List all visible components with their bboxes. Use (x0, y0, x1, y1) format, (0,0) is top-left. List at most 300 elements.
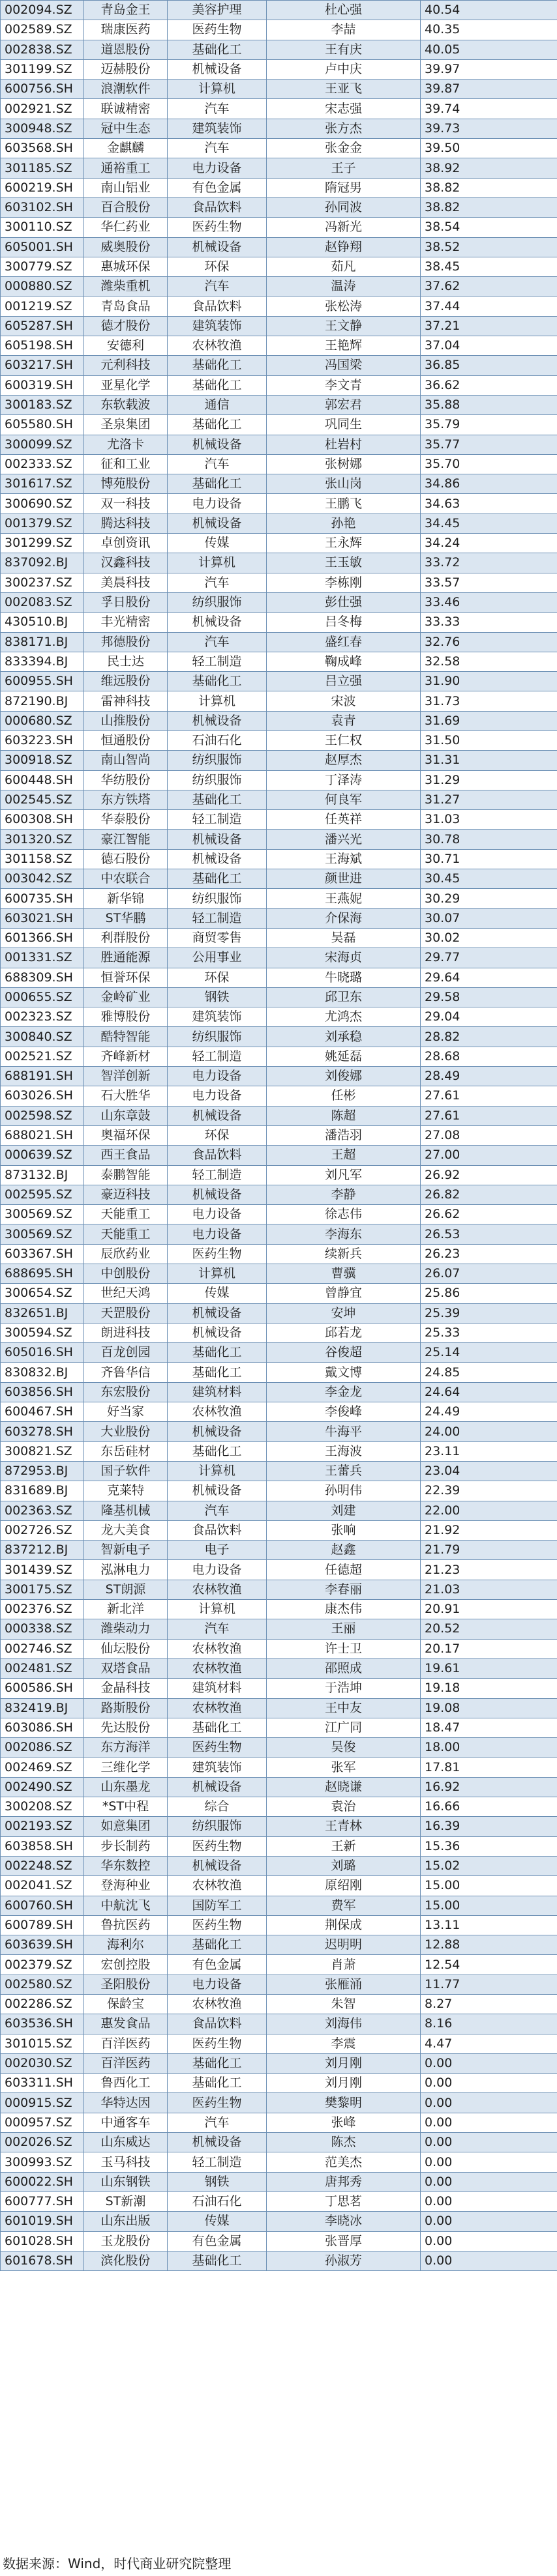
stock-code-cell: 601366.SH (1, 928, 84, 948)
company-name-cell: 智新电子 (84, 1541, 168, 1560)
manager-cell: 宋海贞 (267, 948, 421, 968)
industry-cell: 纺织服饰 (168, 1817, 267, 1836)
manager-cell: 李俊峰 (267, 1402, 421, 1422)
stock-code-cell: 300569.SZ (1, 1224, 84, 1244)
stock-code-cell: 000655.SZ (1, 987, 84, 1007)
table-row (1, 1935, 557, 1955)
table-row (1, 1658, 557, 1678)
stock-code-cell: 601019.SH (1, 2212, 84, 2231)
manager-cell: 张晋厚 (267, 2231, 421, 2251)
stock-code-cell: 605580.SH (1, 415, 84, 435)
table-row (1, 1125, 557, 1145)
industry-cell: 基础化工 (168, 415, 267, 435)
table-row (1, 1481, 557, 1501)
value-cell: 35.88 (421, 395, 557, 414)
company-name-cell: 百合股份 (84, 197, 168, 217)
industry-cell: 有色金属 (168, 1955, 267, 1975)
stock-code-cell: 001379.SZ (1, 514, 84, 533)
company-name-cell: 路斯股份 (84, 1698, 168, 1718)
stock-code-cell: 000338.SZ (1, 1619, 84, 1639)
stock-code-cell: 688695.SH (1, 1264, 84, 1284)
company-name-cell: 仙坛股份 (84, 1639, 168, 1658)
company-name-cell: 隆基机械 (84, 1501, 168, 1520)
table-row (1, 1146, 557, 1165)
company-name-cell: 金晶科技 (84, 1679, 168, 1698)
company-name-cell: 孚日股份 (84, 592, 168, 612)
industry-cell: 机械设备 (168, 1856, 267, 1875)
value-cell: 17.81 (421, 1758, 557, 1777)
industry-cell: 计算机 (168, 1600, 267, 1619)
company-name-cell: 泰鹏智能 (84, 1165, 168, 1185)
stock-code-cell: 002746.SZ (1, 1639, 84, 1658)
industry-cell: 基础化工 (168, 672, 267, 691)
table-row (1, 1856, 557, 1875)
value-cell: 16.92 (421, 1777, 557, 1797)
company-name-cell: 道恩股份 (84, 40, 168, 59)
value-cell: 38.54 (421, 218, 557, 237)
company-name-cell: 西王食品 (84, 1146, 168, 1165)
manager-cell: 徐志伟 (267, 1205, 421, 1224)
company-name-cell: 奥福环保 (84, 1125, 168, 1145)
industry-cell: 国防军工 (168, 1896, 267, 1915)
value-cell: 40.35 (421, 20, 557, 40)
value-cell: 0.00 (421, 2212, 557, 2231)
value-cell: 38.82 (421, 178, 557, 197)
table-row (1, 632, 557, 652)
table-row (1, 2074, 557, 2093)
manager-cell: 吕立强 (267, 672, 421, 691)
manager-cell: 费军 (267, 1896, 421, 1915)
industry-cell: 基础化工 (168, 1363, 267, 1382)
industry-cell: 电力设备 (168, 1086, 267, 1106)
table-row (1, 908, 557, 928)
table-row (1, 1541, 557, 1560)
stock-code-cell: 833394.BJ (1, 652, 84, 671)
table-row (1, 1955, 557, 1975)
stock-code-cell: 002286.SZ (1, 1994, 84, 2014)
table-row (1, 948, 557, 968)
industry-cell: 轻工制造 (168, 1165, 267, 1185)
stock-code-cell: 002921.SZ (1, 99, 84, 119)
value-cell: 39.73 (421, 119, 557, 138)
stock-code-cell: 605001.SH (1, 237, 84, 257)
value-cell: 28.82 (421, 1027, 557, 1047)
value-cell: 39.97 (421, 59, 557, 79)
table-row (1, 613, 557, 632)
stock-code-cell: 301299.SZ (1, 534, 84, 553)
manager-cell: 赵晓谦 (267, 1777, 421, 1797)
company-name-cell: 天能重工 (84, 1224, 168, 1244)
table-row (1, 237, 557, 257)
value-cell: 38.92 (421, 158, 557, 178)
manager-cell: 牛海平 (267, 1422, 421, 1441)
industry-cell: 石油石化 (168, 2192, 267, 2211)
stock-code-cell: 605016.SH (1, 1343, 84, 1363)
source-text: 数据来源：Wind，时代商业研究院整理 (3, 2556, 232, 2571)
stock-code-cell: 300993.SZ (1, 2152, 84, 2172)
company-name-cell: 南山铝业 (84, 178, 168, 197)
manager-cell: 荆保成 (267, 1915, 421, 1935)
industry-cell: 环保 (168, 1125, 267, 1145)
stock-code-cell: 300779.SZ (1, 257, 84, 276)
industry-cell: 机械设备 (168, 59, 267, 79)
stock-code-cell: 301617.SZ (1, 474, 84, 494)
stock-code-cell: 605287.SH (1, 316, 84, 336)
stock-code-cell: 601028.SH (1, 2231, 84, 2251)
industry-cell: 电力设备 (168, 1205, 267, 1224)
table-row (1, 1975, 557, 1994)
company-name-cell: 丰光精密 (84, 613, 168, 632)
table-row (1, 1698, 557, 1718)
manager-cell: 尤鸿杰 (267, 1007, 421, 1027)
manager-cell: 赵厚杰 (267, 751, 421, 770)
company-name-cell: 青岛金王 (84, 1, 168, 20)
table-row (1, 2172, 557, 2192)
industry-cell: 机械设备 (168, 435, 267, 454)
table-row (1, 1560, 557, 1580)
industry-cell: 农林牧渔 (168, 1876, 267, 1896)
stock-code-cell: 002469.SZ (1, 1758, 84, 1777)
company-name-cell: 石大胜华 (84, 1086, 168, 1106)
industry-cell: 电力设备 (168, 1067, 267, 1086)
stock-code-cell: 600448.SH (1, 770, 84, 790)
industry-cell: 建筑材料 (168, 1679, 267, 1698)
table-row (1, 356, 557, 375)
stock-code-cell: 603217.SH (1, 356, 84, 375)
table-row (1, 652, 557, 671)
manager-cell: 孙明伟 (267, 1481, 421, 1501)
table-row (1, 1244, 557, 1264)
industry-cell: 基础化工 (168, 1718, 267, 1737)
value-cell: 39.87 (421, 80, 557, 99)
stock-code-cell: 600319.SH (1, 375, 84, 395)
table-row (1, 770, 557, 790)
manager-cell: 刘璐 (267, 1856, 421, 1875)
manager-cell: 吕冬梅 (267, 613, 421, 632)
industry-cell: 机械设备 (168, 830, 267, 849)
table-row (1, 2251, 557, 2270)
company-name-cell: 如意集团 (84, 1817, 168, 1836)
manager-cell: 肖萧 (267, 1955, 421, 1975)
company-name-cell: 齐峰新材 (84, 1047, 168, 1066)
industry-cell: 计算机 (168, 691, 267, 711)
industry-cell: 建筑装饰 (168, 119, 267, 138)
stock-code-cell: 832651.BJ (1, 1303, 84, 1323)
value-cell: 25.33 (421, 1323, 557, 1342)
industry-cell: 纺织服饰 (168, 592, 267, 612)
manager-cell: 王鹏飞 (267, 494, 421, 514)
table-row (1, 1600, 557, 1619)
industry-cell: 机械设备 (168, 613, 267, 632)
stock-code-cell: 003042.SZ (1, 869, 84, 889)
value-cell: 0.00 (421, 2093, 557, 2113)
stock-code-cell: 002030.SZ (1, 2053, 84, 2073)
table-row (1, 1323, 557, 1342)
stock-code-cell: 002379.SZ (1, 1955, 84, 1975)
value-cell: 30.71 (421, 849, 557, 869)
manager-cell: 樊黎明 (267, 2093, 421, 2113)
industry-cell: 计算机 (168, 1461, 267, 1481)
value-cell: 26.82 (421, 1185, 557, 1204)
industry-cell: 机械设备 (168, 1481, 267, 1501)
manager-cell: 颜世进 (267, 869, 421, 889)
industry-cell: 传媒 (168, 1284, 267, 1303)
table-row (1, 1896, 557, 1915)
manager-cell: 宋志强 (267, 99, 421, 119)
manager-cell: 王有庆 (267, 40, 421, 59)
value-cell: 21.92 (421, 1520, 557, 1540)
stock-code-cell: 603858.SH (1, 1836, 84, 1856)
manager-cell: 隋冠男 (267, 178, 421, 197)
manager-cell: 卢中庆 (267, 59, 421, 79)
manager-cell: 王子 (267, 158, 421, 178)
table-row (1, 751, 557, 770)
value-cell: 15.02 (421, 1856, 557, 1875)
industry-cell: 汽车 (168, 454, 267, 474)
value-cell: 31.29 (421, 770, 557, 790)
table-row (1, 1363, 557, 1382)
table-row (1, 336, 557, 356)
value-cell: 24.85 (421, 1363, 557, 1382)
manager-cell: 袁青 (267, 711, 421, 731)
manager-cell: 张军 (267, 1758, 421, 1777)
industry-cell: 基础化工 (168, 2251, 267, 2270)
industry-cell: 轻工制造 (168, 908, 267, 928)
value-cell: 0.00 (421, 2074, 557, 2093)
value-cell: 26.53 (421, 1224, 557, 1244)
industry-cell: 传媒 (168, 534, 267, 553)
manager-cell: 王新 (267, 1836, 421, 1856)
stock-code-cell: 872190.BJ (1, 691, 84, 711)
stock-code-cell: 002041.SZ (1, 1876, 84, 1896)
manager-cell: 王仁权 (267, 731, 421, 750)
company-name-cell: 泓淋电力 (84, 1560, 168, 1580)
company-name-cell: 国子软件 (84, 1461, 168, 1481)
manager-cell: 孙同波 (267, 197, 421, 217)
manager-cell: 续新兵 (267, 1244, 421, 1264)
company-name-cell: 智洋创新 (84, 1067, 168, 1086)
manager-cell: 吴磊 (267, 928, 421, 948)
industry-cell: 轻工制造 (168, 652, 267, 671)
value-cell: 37.62 (421, 277, 557, 297)
stock-code-cell: 603021.SH (1, 908, 84, 928)
table-row (1, 1718, 557, 1737)
industry-cell: 钢铁 (168, 987, 267, 1007)
value-cell: 29.04 (421, 1007, 557, 1027)
company-name-cell: 腾达科技 (84, 514, 168, 533)
company-name-cell: 玉龙股份 (84, 2231, 168, 2251)
manager-cell: 何良军 (267, 790, 421, 809)
industry-cell: 食品饮料 (168, 2014, 267, 2034)
company-name-cell: 通裕重工 (84, 158, 168, 178)
table-row (1, 1679, 557, 1698)
company-name-cell: 南山智尚 (84, 751, 168, 770)
company-name-cell: 百洋医药 (84, 2053, 168, 2073)
stock-code-cell: 603026.SH (1, 1086, 84, 1106)
stock-code-cell: 002248.SZ (1, 1856, 84, 1875)
value-cell: 37.21 (421, 316, 557, 336)
industry-cell: 汽车 (168, 139, 267, 158)
industry-cell: 基础化工 (168, 2053, 267, 2073)
value-cell: 19.61 (421, 1658, 557, 1678)
company-name-cell: 步长制药 (84, 1836, 168, 1856)
manager-cell: 杜心强 (267, 1, 421, 20)
table-row (1, 1303, 557, 1323)
manager-cell: 曾静宜 (267, 1284, 421, 1303)
stock-code-cell: 002376.SZ (1, 1600, 84, 1619)
value-cell: 39.74 (421, 99, 557, 119)
table-row (1, 494, 557, 514)
industry-cell: 汽车 (168, 573, 267, 592)
industry-cell: 基础化工 (168, 375, 267, 395)
stock-code-cell: 002838.SZ (1, 40, 84, 59)
manager-cell: 刘海伟 (267, 2014, 421, 2034)
industry-cell: 环保 (168, 968, 267, 987)
industry-cell: 机械设备 (168, 1185, 267, 1204)
industry-cell: 建筑材料 (168, 1382, 267, 1402)
industry-cell: 环保 (168, 257, 267, 276)
value-cell: 33.57 (421, 573, 557, 592)
manager-cell: 丁泽涛 (267, 770, 421, 790)
stock-code-cell: 300918.SZ (1, 751, 84, 770)
manager-cell: 王艳辉 (267, 336, 421, 356)
company-name-cell: 潍柴动力 (84, 1619, 168, 1639)
company-name-cell: 世纪天鸿 (84, 1284, 168, 1303)
table-row (1, 59, 557, 79)
value-cell: 8.27 (421, 1994, 557, 2014)
company-name-cell: 恒誉环保 (84, 968, 168, 987)
manager-cell: 王中友 (267, 1698, 421, 1718)
manager-cell: 曹骥 (267, 1264, 421, 1284)
industry-cell: 计算机 (168, 553, 267, 573)
manager-cell: 邱卫东 (267, 987, 421, 1007)
table-row (1, 1994, 557, 2014)
company-name-cell: 维远股份 (84, 672, 168, 691)
stock-code-cell: 873132.BJ (1, 1165, 84, 1185)
value-cell: 22.00 (421, 1501, 557, 1520)
company-name-cell: 山东墨龙 (84, 1777, 168, 1797)
company-name-cell: 山东威达 (84, 2133, 168, 2152)
manager-cell: 谷俊超 (267, 1343, 421, 1363)
industry-cell: 钢铁 (168, 2172, 267, 2192)
table-row (1, 1284, 557, 1303)
value-cell: 13.11 (421, 1915, 557, 1935)
value-cell: 20.52 (421, 1619, 557, 1639)
industry-cell: 汽车 (168, 99, 267, 119)
manager-cell: 任德超 (267, 1560, 421, 1580)
manager-cell: 温涛 (267, 277, 421, 297)
company-name-cell: 德石股份 (84, 849, 168, 869)
manager-cell: 张方杰 (267, 119, 421, 138)
table-row (1, 928, 557, 948)
stock-code-cell: 002589.SZ (1, 20, 84, 40)
industry-cell: 基础化工 (168, 2074, 267, 2093)
company-name-cell: 博苑股份 (84, 474, 168, 494)
industry-cell: 计算机 (168, 1264, 267, 1284)
table-row (1, 1580, 557, 1599)
stock-code-cell: 600760.SH (1, 1896, 84, 1915)
value-cell: 0.00 (421, 2113, 557, 2132)
value-cell: 11.77 (421, 1975, 557, 1994)
value-cell: 20.91 (421, 1600, 557, 1619)
stock-code-cell: 002481.SZ (1, 1658, 84, 1678)
value-cell: 26.07 (421, 1264, 557, 1284)
table-row (1, 2212, 557, 2231)
table-row (1, 1876, 557, 1896)
company-name-cell: 华东数控 (84, 1856, 168, 1875)
industry-cell: 电力设备 (168, 158, 267, 178)
manager-cell: 孙艳 (267, 514, 421, 533)
company-name-cell: 大业股份 (84, 1422, 168, 1441)
manager-cell: 李静 (267, 1185, 421, 1204)
table-row (1, 869, 557, 889)
company-name-cell: 东岳硅材 (84, 1441, 168, 1461)
stock-code-cell: 002333.SZ (1, 454, 84, 474)
table-row (1, 435, 557, 454)
manager-cell: 李喆 (267, 20, 421, 40)
industry-cell: 机械设备 (168, 1777, 267, 1797)
industry-cell: 机械设备 (168, 1303, 267, 1323)
industry-cell: 电子 (168, 1541, 267, 1560)
industry-cell: 有色金属 (168, 178, 267, 197)
manager-cell: 王海波 (267, 1441, 421, 1461)
manager-cell: 王燕妮 (267, 889, 421, 908)
value-cell: 24.00 (421, 1422, 557, 1441)
manager-cell: 丁思茗 (267, 2192, 421, 2211)
value-cell: 35.77 (421, 435, 557, 454)
table-row (1, 1461, 557, 1481)
industry-cell: 汽车 (168, 1501, 267, 1520)
table-row (1, 1639, 557, 1658)
table-row (1, 178, 557, 197)
table-row (1, 830, 557, 849)
company-name-cell: 华特达因 (84, 2093, 168, 2113)
manager-cell: 许士卫 (267, 1639, 421, 1658)
industry-cell: 轻工制造 (168, 810, 267, 830)
industry-cell: 轻工制造 (168, 2152, 267, 2172)
industry-cell: 电力设备 (168, 1560, 267, 1580)
company-name-cell: 德才股份 (84, 316, 168, 336)
value-cell: 20.17 (421, 1639, 557, 1658)
company-name-cell: 鲁抗医药 (84, 1915, 168, 1935)
value-cell: 35.79 (421, 415, 557, 435)
industry-cell: 食品饮料 (168, 197, 267, 217)
manager-cell: 江广同 (267, 1718, 421, 1737)
industry-cell: 基础化工 (168, 474, 267, 494)
manager-cell: 张响 (267, 1520, 421, 1540)
stock-code-cell: 002323.SZ (1, 1007, 84, 1027)
value-cell: 0.00 (421, 2251, 557, 2270)
company-name-cell: 龙大美食 (84, 1520, 168, 1540)
company-name-cell: 新华锦 (84, 889, 168, 908)
value-cell: 21.79 (421, 1541, 557, 1560)
value-cell: 15.36 (421, 1836, 557, 1856)
stock-code-cell: 872953.BJ (1, 1461, 84, 1481)
stock-code-cell: 301439.SZ (1, 1560, 84, 1580)
company-name-cell: 汉鑫科技 (84, 553, 168, 573)
manager-cell: 袁治 (267, 1797, 421, 1817)
value-cell: 26.62 (421, 1205, 557, 1224)
manager-cell: 杜岩村 (267, 435, 421, 454)
table-row (1, 99, 557, 119)
table-row (1, 257, 557, 276)
value-cell: 16.39 (421, 1817, 557, 1836)
industry-cell: 医药生物 (168, 1915, 267, 1935)
table-row (1, 1817, 557, 1836)
manager-cell: 李金龙 (267, 1382, 421, 1402)
stock-code-cell: 300821.SZ (1, 1441, 84, 1461)
manager-cell: 王蕾兵 (267, 1461, 421, 1481)
